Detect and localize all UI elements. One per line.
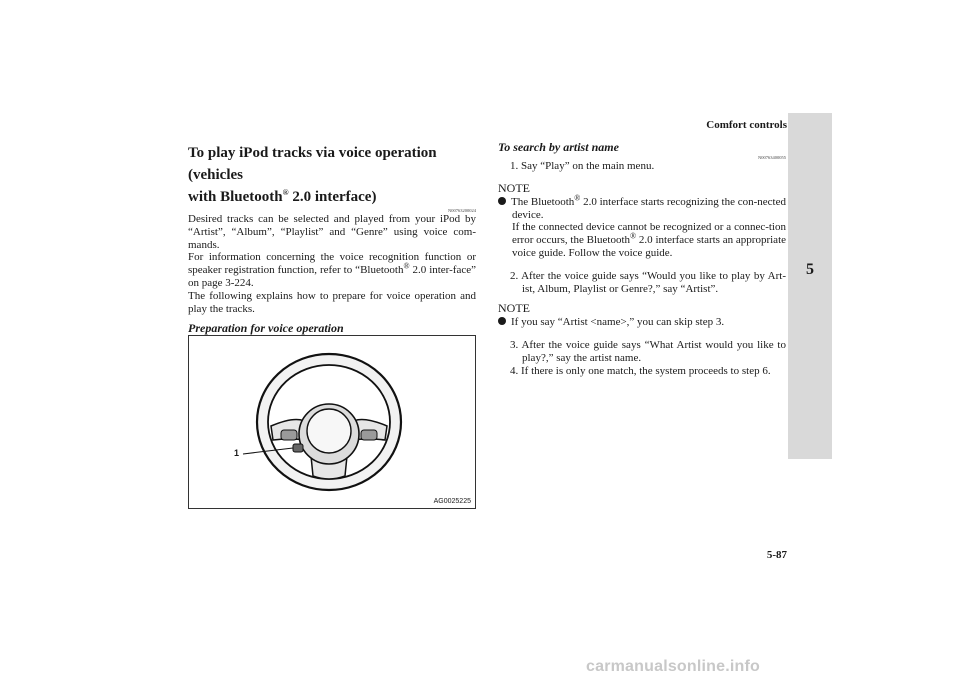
figure-code: AG0025225 <box>433 498 471 505</box>
section-title: Comfort controls <box>706 119 787 131</box>
subheading-artist-code: N00763400055 <box>758 155 786 160</box>
note-2 <box>498 316 786 329</box>
paragraph-3: The following explains how to prepare for voice operation and play the tracks. <box>188 289 476 315</box>
steering-wheel-figure <box>188 335 476 509</box>
note-label: NOTE <box>498 180 530 195</box>
registered-mark: ® <box>403 261 410 271</box>
section-heading-line2-post: 2.0 interface) <box>288 189 377 205</box>
note-1b-post: 2.0 interface starts an appropriate voice guide. Follow the voice guide. <box>512 234 787 259</box>
note-1a <box>498 193 786 222</box>
step-3: 3. After the voice guide says “What Artist would you like to play?,” say the artist name. <box>510 339 786 364</box>
page-number: 5-87 <box>766 549 787 561</box>
callout-1: 1 <box>234 448 240 458</box>
registered-mark: ® <box>574 193 581 203</box>
paragraph-2 <box>188 251 476 289</box>
bullet-icon <box>498 317 506 325</box>
subheading-artist: To search by artist name <box>498 140 619 154</box>
paragraph-2-pre: For information concerning the voice recognition function or speaker registration function, refer to “Bluetooth <box>188 251 476 277</box>
note-2-text: If you say “Artist <name>,” you can skip step 3. <box>511 316 725 329</box>
step-4: 4. If there is only one match, the system proceeds to step 6. <box>510 364 771 377</box>
paragraph-2-post: 2.0 inter-face” on page 3-224. <box>188 264 476 289</box>
subheading-preparation: Preparation for voice operation <box>188 321 344 336</box>
registered-mark: ® <box>630 231 637 241</box>
footer-watermark: carmanualsonline.info <box>586 658 761 675</box>
note-1a-pre: The Bluetooth <box>511 195 575 208</box>
paragraph-1: Desired tracks can be selected and played from your iPod by “Artist”, “Album”, “Playlist” and “Genre” using voice com-mands. <box>188 213 476 251</box>
section-heading-line2-pre: with Bluetooth <box>188 189 283 205</box>
note-1b-pre: If the connected device cannot be recognized or a connec-tion error occurs, the Bluetooth <box>512 221 786 247</box>
note-1b <box>498 221 786 259</box>
step-1: 1. Say “Play” on the main menu. <box>510 160 655 172</box>
note2-label: NOTE <box>498 301 530 316</box>
right-column <box>498 140 786 378</box>
chapter-tab-number: 5 <box>806 261 814 278</box>
step-2: 2. After the voice guide says “Would you like to play by Art-ist, Album, Playlist or Genre?,” say “Artist”. <box>510 269 786 295</box>
steering-wheel-illustration <box>189 336 475 508</box>
note-1a-post: 2.0 interface starts recognizing the con-nected device. <box>512 195 786 221</box>
chapter-tab <box>788 113 832 459</box>
left-column <box>188 142 476 354</box>
section-heading-line2 <box>188 186 476 208</box>
bullet-icon <box>498 197 506 205</box>
section-heading-line1: To play iPod tracks via voice operation (vehicles <box>188 145 437 183</box>
registered-mark: ® <box>282 188 289 197</box>
heading-code: N00763200024 <box>448 208 476 213</box>
section-heading <box>188 142 476 208</box>
